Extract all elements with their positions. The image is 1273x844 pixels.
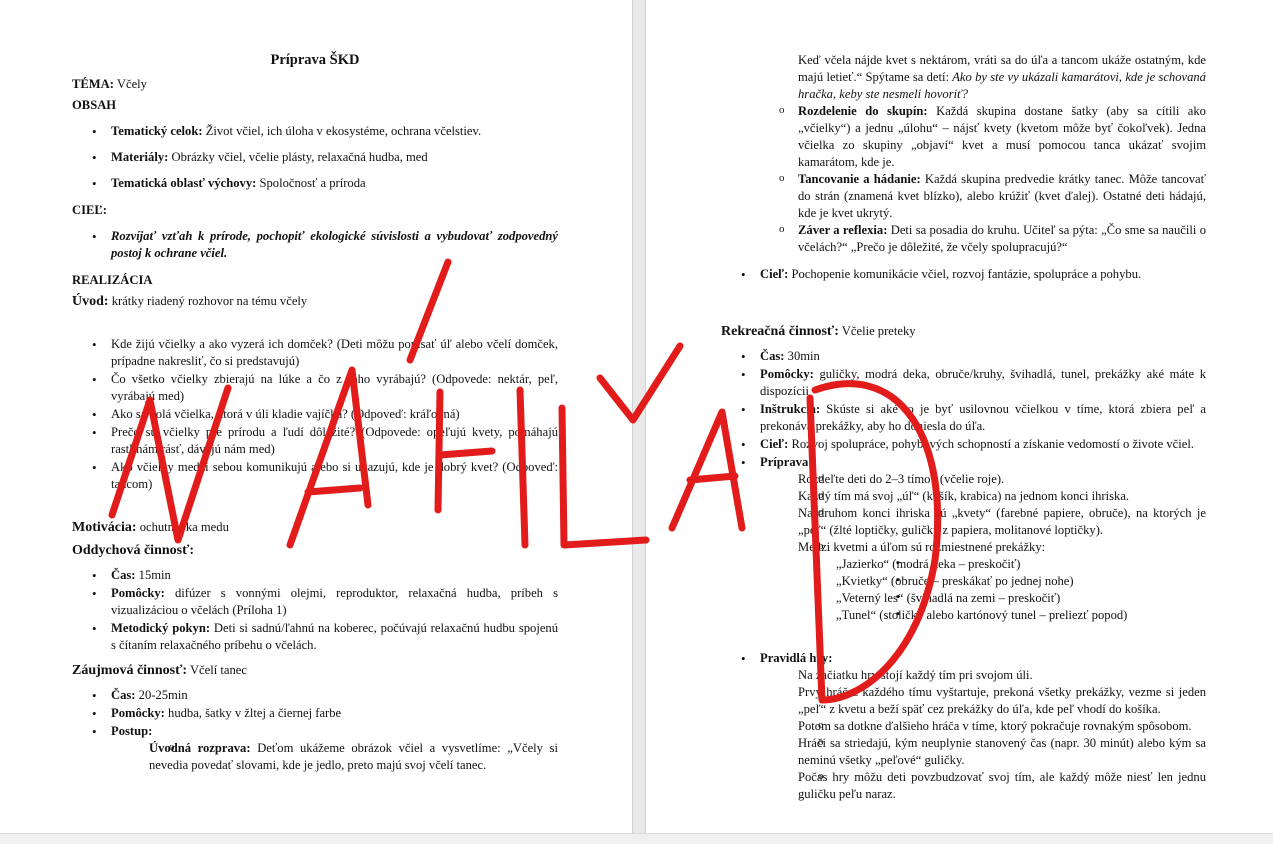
tema-value: Včely [116, 77, 147, 91]
list-item: • Príprava: o Rozdeľte deti do 2–3 tímov (včelie roje). o Každý tím má svoj „úľ“ (košík, krabica) na jednom konci ihriska. o Na druhom konci ihriska sú „kvety“ (farebné papiere, obruče), na ktorých je „peľ“ (žlté loptičky, guličky z papiera, molitanové loptičky). o Medzi kvetmi a úľom sú rozmiestnené prekážky: ▪ „Jazierko“ (modrá deka – preskočiť) ▪ „Kvietky“ (obruče – preskákať po jednej nohe) ▪ „Veterný les“ (švihadlá na zemi – preskočiť) ▪ „Tunel“ (stoličky alebo kartónový tunel – preliezť popod) [721, 454, 1206, 624]
ciel-list [721, 266, 1206, 283]
list-item: • Cieľ: Pochopenie komunikácie včiel, rozvoj fantázie, spolupráce a pohybu. [721, 266, 1206, 283]
list-item: • Čas: 15min [72, 567, 558, 584]
list-item: • Pomôcky: hudba, šatky v žltej a čiernej farbe [72, 705, 558, 722]
list-item: o Záver a reflexia: Deti sa posadia do kruhu. Učiteľ sa pýta: „Čo sme sa naučili o včelách?“ „Prečo je dôležité, že včely spolupracujú?“ [721, 222, 1206, 256]
document-page-right [646, 0, 1273, 834]
list-item: • Tematická oblasť výchovy: Spoločnosť a príroda [72, 175, 558, 192]
list-item: • Postup: o Úvodná rozprava: Deťom ukážeme obrázok včiel a vysvetlíme: „Včely si nevedia povedať slovami, kde je jedlo, preto majú svoj včelí tanec. [72, 723, 558, 774]
list-item: o Na začiatku hry stojí každý tím pri svojom úli. [760, 667, 1206, 684]
document-page-left [0, 0, 632, 834]
status-bar [0, 833, 1273, 844]
list-item: • Prečo sú včielky pre prírodu a ľudí dôležité? (Odpovede: opeľujú kvety, pomáhajú rastlinám rásť, dávajú nám med) [72, 424, 558, 458]
list-item: ▪ „Tunel“ (stoličky alebo kartónový tunel – preliezť popod) [798, 607, 1206, 624]
list-item: • Čas: 30min [721, 348, 1206, 365]
list-item: • Cieľ: Rozvoj spolupráce, pohybových schopností a získanie vedomostí o živote včiel. [721, 436, 1206, 453]
list-item: o Na druhom konci ihriska sú „kvety“ (farebné papiere, obruče), na ktorých je „peľ“ (žlté loptičky, guličky z papiera, molitanové loptičky). [760, 505, 1206, 539]
list-item: o Rozdelenie do skupín: Každá skupina dostane šatky (aby sa cítili ako „včielky“) a jednu „úlohu“ – nájsť kvety (kvetom môže byť čokoľvek). Jedna včielka zo skupiny „objaví“ kvet a musí pomocou tanca ukázať svojim kamarátom, kde je. [721, 103, 1206, 171]
prekazky-list [798, 556, 1206, 624]
obsah-heading: OBSAH [72, 98, 117, 112]
list-item: • Inštrukcia: Skúste si aké to je byť usilovnou včielkou v tíme, ktorá zbiera peľ a prekonáva prekážky, aby ho doniesla do úľa. [721, 401, 1206, 435]
tema-line [72, 76, 558, 93]
list-item: ▪ „Veterný les“ (švihadlá na zemi – preskočiť) [798, 590, 1206, 607]
list-item: • Pravidlá hry: o Na začiatku hry stojí každý tím pri svojom úli. o Prvý hráč z každého tímu vyštartuje, prekoná všetky prekážky, vezme si jeden „peľ“ z kvetu a beží späť cez prekážky do úľa, kde peľ vhodí do košíka. o Potom sa dotkne ďalšieho hráča v tíme, ktorý pokračuje rovnakým spôsobom. o Hráči sa striedajú, kým neuplynie stanovený čas (napr. 30 minút) alebo kým sa neminú všetky „peľové“ guličky. o Počas hry môžu deti povzbudzovať svoj tím, ale každý môže niesť len jednu guličku peľu naraz. [721, 650, 1206, 803]
list-item: o Počas hry môžu deti povzbudzovať svoj tím, ale každý môže niesť len jednu guličku peľu naraz. [760, 769, 1206, 803]
document-title: Príprava ŠKD [270, 52, 360, 68]
list-item: • Rozvíjať vzťah k prírode, pochopiť ekologické súvislosti a vybudovať zodpovedný postoj k ochrane včiel. [72, 228, 558, 262]
zaujmova-line: Záujmová činnosť: Včelí tanec [72, 663, 247, 678]
list-item: o Rozdeľte deti do 2–3 tímov (včelie roje). [760, 471, 1206, 488]
list-item: o Úvodná rozprava: Deťom ukážeme obrázok včiel a vysvetlíme: „Včely si nevedia povedať slovami, kde je jedlo, preto majú svoj včelí tanec. [111, 740, 558, 774]
oddychova-list [72, 567, 558, 654]
list-item: • Tematický celok: Život včiel, ich úloha v ekosystéme, ochrana včelstiev. [72, 123, 558, 140]
list-item: • Metodický pokyn: Deti si sadnú/ľahnú na koberec, počúvajú relaxačnú hudbu spojenú s čítaním relaxačného príbehu o včelách. [72, 620, 558, 654]
questions-list [72, 336, 558, 493]
list-item: • Kde žijú včielky a ako vyzerá ich domček? (Deti môžu popísať úľ alebo včelí domček, prípadne nakresliť, čo si predstavujú) [72, 336, 558, 370]
list-item: • Materiály: Obrázky včiel, včelie plásty, relaxačná hudba, med [72, 149, 558, 166]
page-content [72, 52, 558, 774]
pravidla-sublist [760, 667, 1206, 803]
list-item: o Každý tím má svoj „úľ“ (košík, krabica) na jednom konci ihriska. [760, 488, 1206, 505]
postup-list-continued [721, 103, 1206, 256]
list-item: o Tancovanie a hádanie: Každá skupina predvedie krátky tanec. Môže tancovať do strán (znamená kvet blízko), alebo krúžiť (kvet ďalej). Ostatné deti hádajú, kde je kvet ukrytý. [721, 171, 1206, 222]
list-item: • Čo všetko včielky zbierajú na lúke a čo z toho vyrábajú? (Odpovede: nektár, peľ, vyrábajú med) [72, 371, 558, 405]
zaujmova-list [72, 687, 558, 774]
postup-list [111, 740, 558, 774]
list-item: • Čas: 20-25min [72, 687, 558, 704]
priprava-list [760, 471, 1206, 624]
rekreacna-list [721, 348, 1206, 624]
list-item: • Ako včielky medzi sebou komunikujú alebo si ukazujú, kde je dobrý kvet? (Odpoveď: tancom) [72, 459, 558, 493]
motivacia-line: Motivácia: ochutnávka medu [72, 520, 229, 535]
page-gutter [632, 0, 646, 844]
page-content [721, 52, 1206, 803]
list-item: • Ako sa volá včielka, ktorá v úli kladie vajíčka? (Odpoveď: kráľovná) [72, 406, 558, 423]
pravidla-list [721, 650, 1206, 803]
list-item: • Pomôcky: difúzer s vonnými olejmi, reproduktor, relaxačná hudba, príbeh s vizualizáciou o včelách (Príloha 1) [72, 585, 558, 619]
obsah-list [72, 123, 558, 192]
list-item: ▪ „Kvietky“ (obruče – preskákať po jednej nohe) [798, 573, 1206, 590]
list-item: o Prvý hráč z každého tímu vyštartuje, prekoná všetky prekážky, vezme si jeden „peľ“ z kvetu a beží späť cez prekážky do úľa, kde peľ vhodí do košíka. [760, 684, 1206, 718]
ciel-heading: CIEĽ: [72, 203, 107, 217]
list-item: o Medzi kvetmi a úľom sú rozmiestnené prekážky: ▪ „Jazierko“ (modrá deka – preskočiť) ▪ „Kvietky“ (obruče – preskákať po jednej nohe) ▪ „Veterný les“ (švihadlá na zemi – preskočiť) ▪ „Tunel“ (stoličky alebo kartónový tunel – preliezť popod) [760, 539, 1206, 624]
ciel-list [72, 228, 558, 262]
list-item: ▪ „Jazierko“ (modrá deka – preskočiť) [798, 556, 1206, 573]
list-item: o Hráči sa striedajú, kým neuplynie stanovený čas (napr. 30 minút) alebo kým sa neminú všetky „peľové“ guličky. [760, 735, 1206, 769]
rekreacna-line: Rekreačná činnosť: Včelie preteky [721, 324, 916, 339]
realizacia-heading: REALIZÁCIA [72, 273, 153, 287]
list-item: o Potom sa dotkne ďalšieho hráča v tíme, ktorý pokračuje rovnakým spôsobom. [760, 718, 1206, 735]
list-item: • Pomôcky: guličky, modrá deka, obruče/kruhy, švihadlá, tunel, prekážky aké máte k dispozícii [721, 366, 1206, 400]
oddychova-heading: Oddychová činnosť: [72, 543, 195, 558]
tema-label: TÉMA: [72, 77, 114, 91]
uvod-line: Úvod: krátky riadený rozhovor na tému včely [72, 294, 308, 309]
continued-paragraph: Keď včela nájde kvet s nektárom, vráti sa do úľa a tancom ukáže ostatným, kde majú letieť.“ Spýtame sa detí: Ako by ste vy ukázali kamarátovi, kde je schovaná hračka, keby ste nesmeli hovoriť? [798, 53, 1206, 101]
